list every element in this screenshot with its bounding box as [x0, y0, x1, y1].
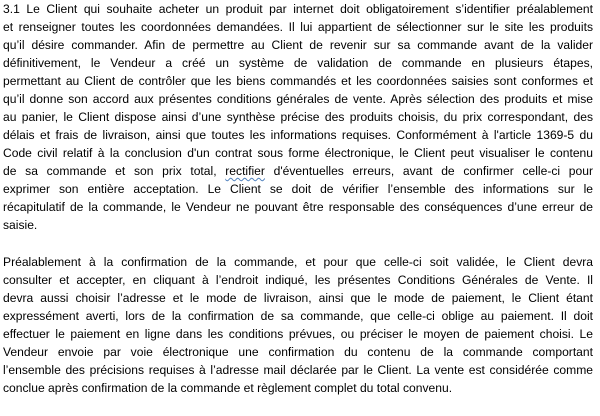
text-line: définitivement, le Vendeur a créé un système de validation de commande en plusieurs étapes, [3, 56, 593, 70]
text-line: exprimer son entière acceptation. Le Client se doit de vérifier l’ensemble des informations sur le [3, 182, 593, 196]
text-line: consulter et accepter, en cliquant à l’endroit indiqué, les présentes Conditions Générales de Vente. Il [3, 273, 593, 287]
text-line: 3.1 Le Client qui souhaite acheter un produit par internet doit obligatoirement s’identifier préalablement [3, 2, 593, 16]
text-segment: d'éventuelles erreurs, avant de confirmer celle-ci pour [264, 164, 593, 178]
text-line: Préalablement à la confirmation de la commande, et pour que celle-ci soit validée, le Client devra [3, 255, 593, 269]
text-line: récapitulatif de la commande, le Vendeur ne pouvant être responsable des conséquences d’une erreur de [3, 200, 593, 214]
text-line: expressément averti, lors de la confirmation de sa commande, que celle-ci oblige au paiement. Il doit [3, 309, 593, 323]
text-line: délais et frais de livraison, ainsi que toutes les informations requises. Conformément à l'article 1369-5 du [3, 128, 593, 142]
text-line: qu’il désire commander. Afin de permettre au Client de revenir sur sa commande avant de la valider [3, 38, 593, 52]
text-line: qu’il donne son accord aux présentes conditions générales de vente. Après sélection des produits et mise [3, 92, 593, 106]
text-line: Vendeur envoie par voie électronique une confirmation du contenu de la commande comportant [3, 345, 593, 359]
text-line: au panier, le Client dispose ainsi d’une synthèse précise des produits choisis, du prix correspondant, des [3, 110, 593, 124]
text-line [3, 162, 593, 180]
text-segment: de sa commande et son prix total, [3, 164, 226, 178]
text-line: l’ensemble des précisions requises à l’adresse mail déclarée par le Client. La vente est considérée comme [3, 363, 593, 377]
text-line: effectuer le paiement en ligne dans les conditions prévues, ou préciser le moyen de paiement choisi. Le [3, 327, 593, 341]
text-line: conclue après confirmation de la commande et règlement complet du total convenu. [3, 381, 453, 395]
text-line: et renseigner toutes les coordonnées demandées. Il lui appartient de sélectionner sur le site les produits [3, 20, 593, 34]
text-line: devra aussi choisir l’adresse et le mode de livraison, ainsi que le mode de paiement, le Client étant [3, 291, 593, 305]
text-line: saisie. [3, 218, 38, 232]
spellcheck-flagged-word: rectifier [225, 164, 265, 178]
text-line: Code civil relatif à la conclusion d'un contrat sous forme électronique, le Client peut visualiser le contenu [3, 146, 593, 160]
text-line: permettant au Client de contrôler que les biens commandés et les coordonnées saisies sont conformes et [3, 74, 593, 88]
